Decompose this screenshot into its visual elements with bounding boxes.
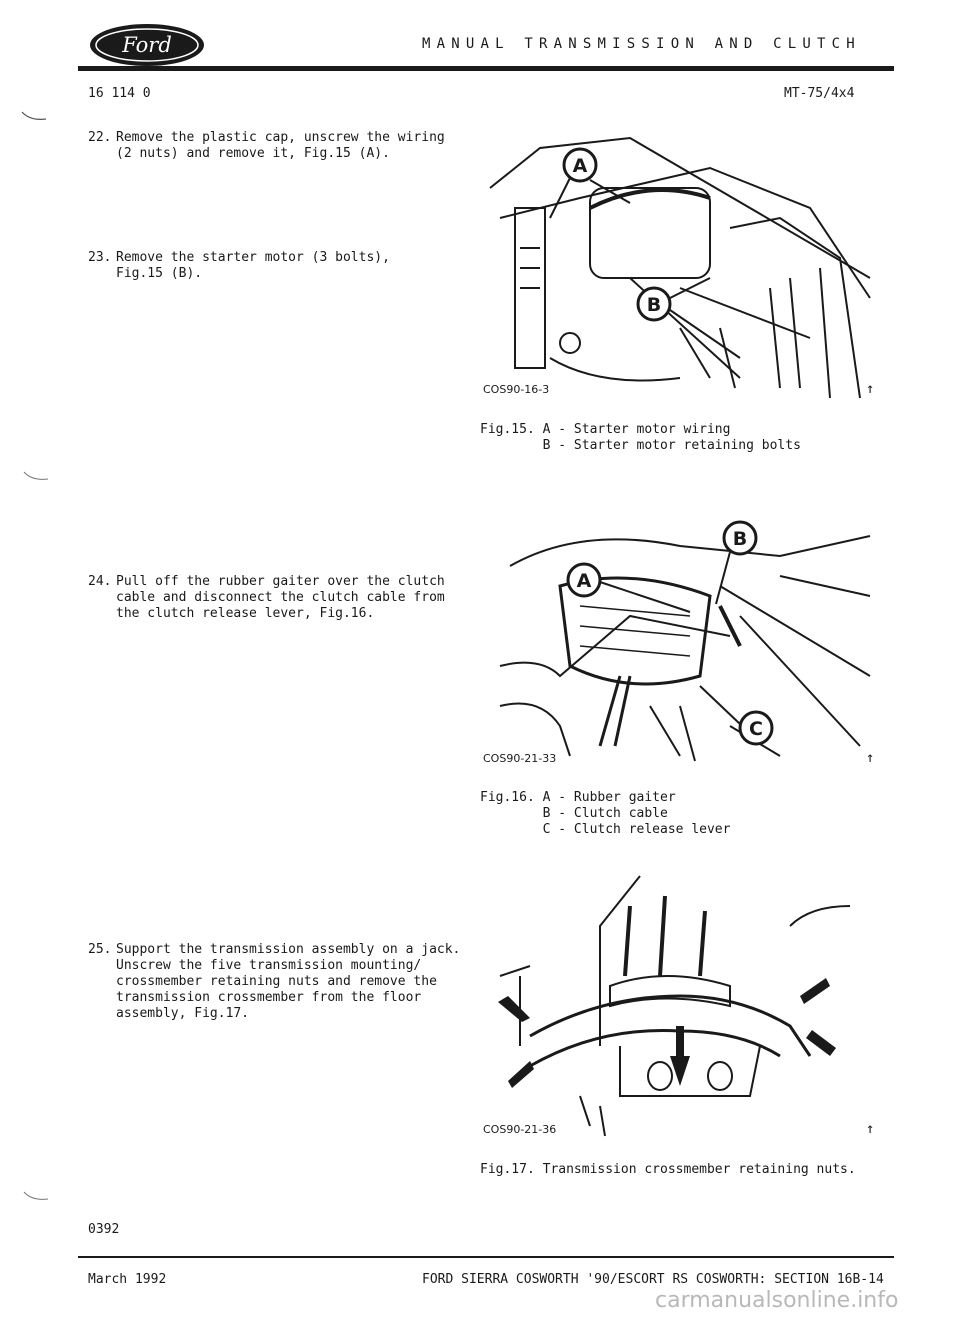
- page-title: MANUAL TRANSMISSION AND CLUTCH: [422, 36, 861, 52]
- step-number: 25.: [88, 942, 112, 957]
- step-number: 24.: [88, 574, 112, 589]
- figure-code: COS90-16-3: [483, 383, 550, 396]
- callout-a: [568, 564, 690, 612]
- svg-text:A: A: [576, 570, 592, 592]
- arrow-icon: ↑: [866, 381, 875, 397]
- footer-rule: [78, 1256, 894, 1258]
- header-rule: [78, 66, 894, 71]
- figure-code: COS90-21-33: [483, 752, 557, 765]
- document-number: 0392: [88, 1222, 120, 1237]
- figure-16-illustration: [480, 506, 880, 774]
- svg-text:C: C: [749, 718, 763, 740]
- step-number: 23.: [88, 250, 112, 265]
- callout-c: [700, 686, 772, 744]
- publication-date: March 1992: [88, 1272, 167, 1287]
- margin-mark: [22, 470, 52, 484]
- logo-text: Ford: [122, 33, 172, 57]
- footer-section-title: FORD SIERRA COSWORTH '90/ESCORT RS COSWORTH: SECTION 16B-14: [422, 1272, 884, 1287]
- arrow-icon: ↑: [866, 1121, 875, 1137]
- arrow-markers: [498, 978, 836, 1088]
- svg-text:B: B: [646, 294, 662, 316]
- reference-number: 16 114 0: [88, 86, 151, 101]
- ford-logo: [88, 22, 206, 68]
- step-text: Remove the plastic cap, unscrew the wiring (2 nuts) and remove it, Fig.15 (A).: [116, 130, 445, 161]
- figure-15-illustration: [480, 128, 880, 404]
- callout-b: [716, 522, 756, 604]
- step-number: 22.: [88, 130, 112, 145]
- figure-code: COS90-21-36: [483, 1123, 557, 1136]
- step-text: Support the transmission assembly on a jack. Unscrew the five transmission mounting/ crossmember retaining nuts and remove the transmission crossmember from the floor assembly, Fig.17.: [116, 942, 461, 1021]
- margin-mark: [22, 1190, 52, 1204]
- figure-17-illustration: [480, 866, 880, 1146]
- model-reference: MT-75/4x4: [784, 86, 855, 101]
- step-text: Pull off the rubber gaiter over the clutch cable and disconnect the clutch cable from the clutch release lever, Fig.16.: [116, 574, 445, 621]
- svg-text:A: A: [572, 155, 588, 177]
- svg-text:B: B: [732, 528, 748, 550]
- watermark: carmanualsonline.info: [655, 1288, 899, 1313]
- arrow-icon: ↑: [866, 750, 875, 766]
- figure-16-caption: Fig.16. A - Rubber gaiter B - Clutch cable C - Clutch release lever: [480, 790, 731, 837]
- margin-mark: [20, 110, 50, 124]
- figure-17-caption: Fig.17. Transmission crossmember retaining nuts.: [480, 1162, 856, 1177]
- figure-15-caption: Fig.15. A - Starter motor wiring B - Starter motor retaining bolts: [480, 422, 801, 453]
- step-text: Remove the starter motor (3 bolts), Fig.15 (B).: [116, 250, 390, 281]
